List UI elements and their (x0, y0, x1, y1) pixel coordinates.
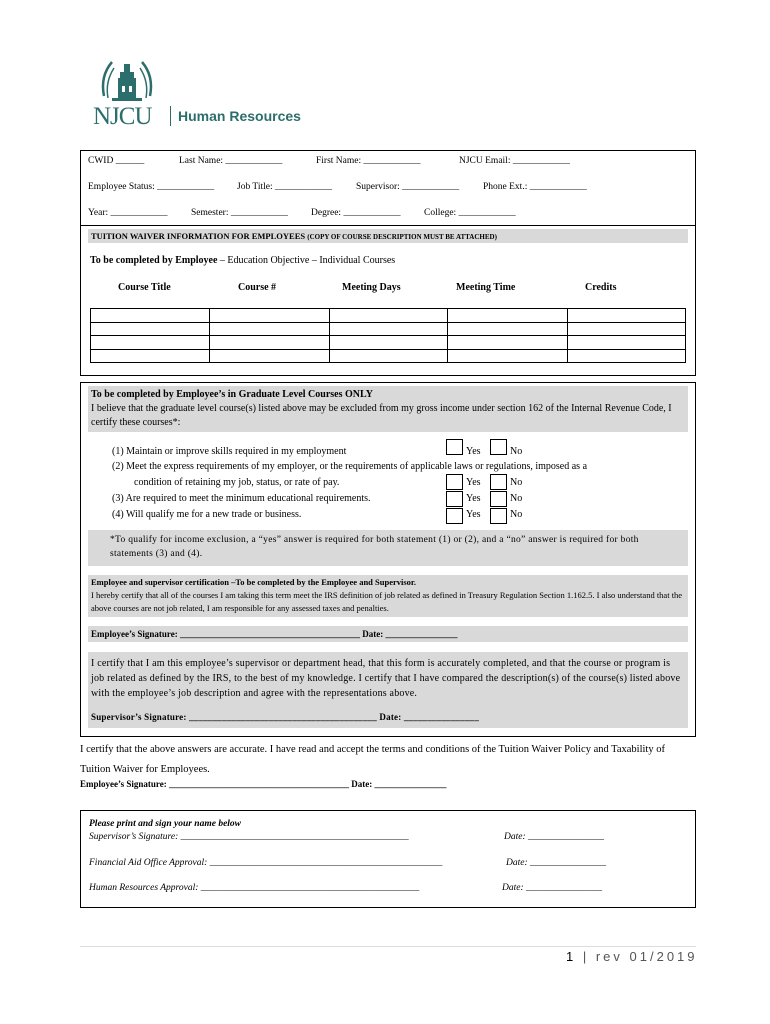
tuition-heading (88, 229, 688, 243)
q1-no-checkbox[interactable] (490, 439, 507, 455)
income-exclusion-note: *To qualify for income exclusion, a “yes” answer is required for both statement (1) or (2), and a “no” answer is required for both statements (3) and (4). (88, 530, 688, 566)
course-cell[interactable] (330, 336, 448, 350)
courses-table (90, 308, 686, 363)
q3-no-checkbox[interactable] (490, 491, 507, 507)
last-name-field[interactable]: Last Name: ____________ (179, 156, 283, 166)
cwid-field[interactable]: CWID ______ (88, 156, 145, 166)
graduate-intro: I believe that the graduate level course(s) listed above may be excluded from my gross income under section 162 of the Internal Revenue Code, I certify these courses*: (91, 403, 672, 428)
hr-approval[interactable]: Human Resources Approval: ______________________________________________ (89, 883, 420, 893)
q4-no-checkbox[interactable] (490, 508, 507, 524)
print-supervisor-signature[interactable]: Supervisor’s Signature: ________________________________________________ (89, 832, 409, 842)
question-3: (3) Are required to meet the minimum educational requirements. (112, 493, 371, 504)
degree-field[interactable]: Degree: ____________ (311, 208, 401, 218)
tuition-heading-text: TUITION WAIVER INFORMATION FOR EMPLOYEES (91, 231, 306, 241)
question-4: (4) Will qualify me for a new trade or business. (112, 509, 302, 520)
certification-heading: Employee and supervisor certification –To be completed by the Employee and Supervisor. (91, 577, 417, 587)
page-number: 1 (566, 949, 577, 964)
course-cell[interactable] (448, 336, 568, 350)
graduate-heading-block (88, 386, 688, 432)
employee-info-box (80, 150, 696, 226)
col-course-number: Course # (238, 282, 277, 293)
logo-divider (170, 106, 171, 126)
certification-text: I hereby certify that all of the courses I am taking this term meet the IRS definition of job related as defined in Treasury Regulation Section 1.162.5. I also understand that the above courses are not job related, I am responsible for any assessed taxes and penalties. (91, 590, 683, 613)
col-course-title: Course Title (118, 282, 171, 293)
semester-field[interactable]: Semester: ____________ (191, 208, 288, 218)
course-cell[interactable] (210, 309, 330, 323)
job-title-field[interactable]: Job Title: ____________ (237, 182, 333, 192)
table-row (91, 336, 686, 350)
first-name-field[interactable]: First Name: ____________ (316, 156, 421, 166)
status-field[interactable]: Employee Status: ____________ (88, 182, 215, 192)
financial-aid-date[interactable]: Date: ________________ (506, 858, 607, 868)
course-cell[interactable] (568, 349, 686, 363)
approval-box (80, 810, 696, 908)
q3-yes-checkbox[interactable] (446, 491, 463, 507)
footer-divider (80, 946, 696, 947)
yes-label: Yes (466, 477, 481, 488)
yes-label: Yes (466, 509, 481, 520)
course-cell[interactable] (568, 336, 686, 350)
course-cell[interactable] (91, 309, 210, 323)
no-label: No (510, 446, 523, 457)
q1-yes-checkbox[interactable] (446, 439, 463, 455)
course-cell[interactable] (210, 349, 330, 363)
yes-label: Yes (466, 446, 481, 457)
revision-label: | rev 01/2019 (582, 949, 698, 964)
hr-date[interactable]: Date: ________________ (502, 883, 603, 893)
course-cell[interactable] (210, 336, 330, 350)
final-certification: I certify that the above answers are accurate. I have read and accept the terms and conditions of the Tuition Waiver Policy and Taxability of Tuition Waiver for Employees. (80, 744, 665, 775)
no-label: No (510, 493, 523, 504)
objective-line (90, 255, 395, 266)
table-row (91, 349, 686, 363)
supervisor-text: I certify that I am this employee’s supervisor or department head, that this form is accurately completed, and that the course or program is job related as defined by the IRS, to the best of my knowledge. I certify that I have compared the description(s) of the course(s) listed above with the employee’s job description and agree with the representations above. (91, 658, 681, 699)
course-cell[interactable] (91, 336, 210, 350)
supervisor-certification (88, 652, 688, 728)
college-field[interactable]: College: ____________ (424, 208, 516, 218)
course-cell[interactable] (448, 309, 568, 323)
col-credits: Credits (585, 282, 617, 293)
table-row (91, 309, 686, 323)
employee-signature-line[interactable]: Employee’s Signature: ________________________________________ Date: ________________ (88, 626, 688, 642)
course-cell[interactable] (568, 309, 686, 323)
logo-org: NJCU (93, 103, 152, 130)
objective-rest: – Education Objective – Individual Courses (217, 255, 396, 266)
q4-yes-checkbox[interactable] (446, 508, 463, 524)
print-supervisor-date[interactable]: Date: ________________ (504, 832, 605, 842)
print-heading: Please print and sign your name below (89, 819, 242, 829)
table-row (91, 322, 686, 336)
question-2: (2) Meet the express requirements of my employer, or the requirements of applicable laws or regulations, imposed as a (112, 461, 588, 472)
no-label: No (510, 477, 523, 488)
course-cell[interactable] (330, 322, 448, 336)
course-cell[interactable] (330, 309, 448, 323)
tuition-heading-note: (COPY OF COURSE DESCRIPTION MUST BE ATTACHED) (307, 233, 497, 241)
course-cell[interactable] (91, 349, 210, 363)
year-field[interactable]: Year: ____________ (88, 208, 168, 218)
course-cell[interactable] (91, 322, 210, 336)
email-field[interactable]: NJCU Email: ____________ (459, 156, 570, 166)
final-employee-signature[interactable]: Employee’s Signature: ________________________________________ Date: ________________ (80, 779, 447, 789)
page-footer (566, 949, 698, 964)
logo-department: Human Resources (178, 108, 301, 124)
njcu-emblem-icon (98, 56, 156, 104)
q2-no-checkbox[interactable] (490, 474, 507, 490)
course-cell[interactable] (568, 322, 686, 336)
certification-block (88, 575, 688, 617)
yes-label: Yes (466, 493, 481, 504)
graduate-heading: To be completed by Employee’s in Graduate Level Courses ONLY (91, 389, 373, 400)
no-label: No (510, 509, 523, 520)
q2-yes-checkbox[interactable] (446, 474, 463, 490)
question-1: (1) Maintain or improve skills required in my employment (112, 446, 347, 457)
course-cell[interactable] (330, 349, 448, 363)
supervisor-signature-line[interactable]: Supervisor’s Signature: ________________________________________ Date: ________________ (91, 712, 480, 722)
objective-bold: To be completed by Employee (90, 255, 218, 266)
question-2-cont: condition of retaining my job, status, or rate of pay. (134, 477, 340, 488)
col-meeting-time: Meeting Time (456, 282, 516, 293)
supervisor-field[interactable]: Supervisor: ____________ (356, 182, 460, 192)
col-meeting-days: Meeting Days (342, 282, 401, 293)
phone-field[interactable]: Phone Ext.: ____________ (483, 182, 587, 192)
course-cell[interactable] (210, 322, 330, 336)
financial-aid-approval[interactable]: Financial Aid Office Approval: _________________________________________________ (89, 858, 443, 868)
course-cell[interactable] (448, 322, 568, 336)
course-cell[interactable] (448, 349, 568, 363)
